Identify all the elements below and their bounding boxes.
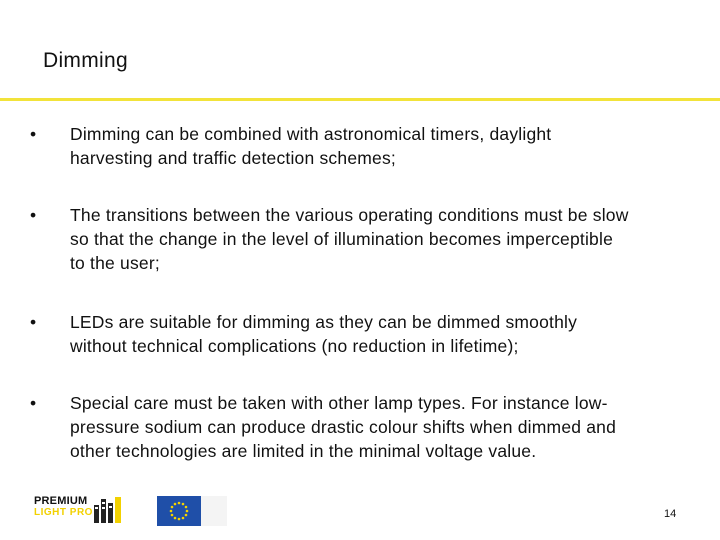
bullet-line: to the user; [70, 253, 160, 273]
bullet-item [28, 310, 577, 358]
page-number: 14 [664, 508, 677, 520]
bullet-dot: • [30, 124, 37, 144]
bullet-line: Special care must be taken with other lamp types. For instance low- [70, 393, 608, 413]
logo-word-premium: PREMIUM [34, 495, 88, 507]
title-divider [0, 98, 720, 101]
slide-title: Dimming [43, 49, 128, 72]
bullet-line: other technologies are limited in the minimal voltage value. [70, 441, 537, 461]
bullet-item [28, 203, 629, 275]
bullet-line: without technical complications (no reduction in lifetime); [70, 336, 519, 356]
eu-flag-icon [157, 496, 227, 526]
bullet-item [28, 391, 616, 463]
bullet-line: LEDs are suitable for dimming as they can be dimmed smoothly [70, 312, 578, 332]
logo-word-lightpro: LIGHT PRO [34, 507, 93, 518]
bullet-line: The transitions between the various operating conditions must be slow [70, 205, 629, 225]
bullet-line: harvesting and traffic detection schemes; [70, 148, 396, 168]
bullet-dot: • [30, 312, 37, 332]
bullet-line: so that the change in the level of illumination becomes imperceptible [70, 229, 613, 249]
bullet-item [28, 122, 551, 170]
bullet-dot: • [30, 205, 37, 225]
bullet-dot: • [30, 393, 37, 413]
building-bars-icon [92, 493, 126, 525]
premium-light-pro-logo [34, 493, 130, 527]
bullet-line: Dimming can be combined with astronomical timers, daylight [70, 124, 552, 144]
bullet-line: pressure sodium can produce drastic colour shifts when dimmed and [70, 417, 617, 437]
